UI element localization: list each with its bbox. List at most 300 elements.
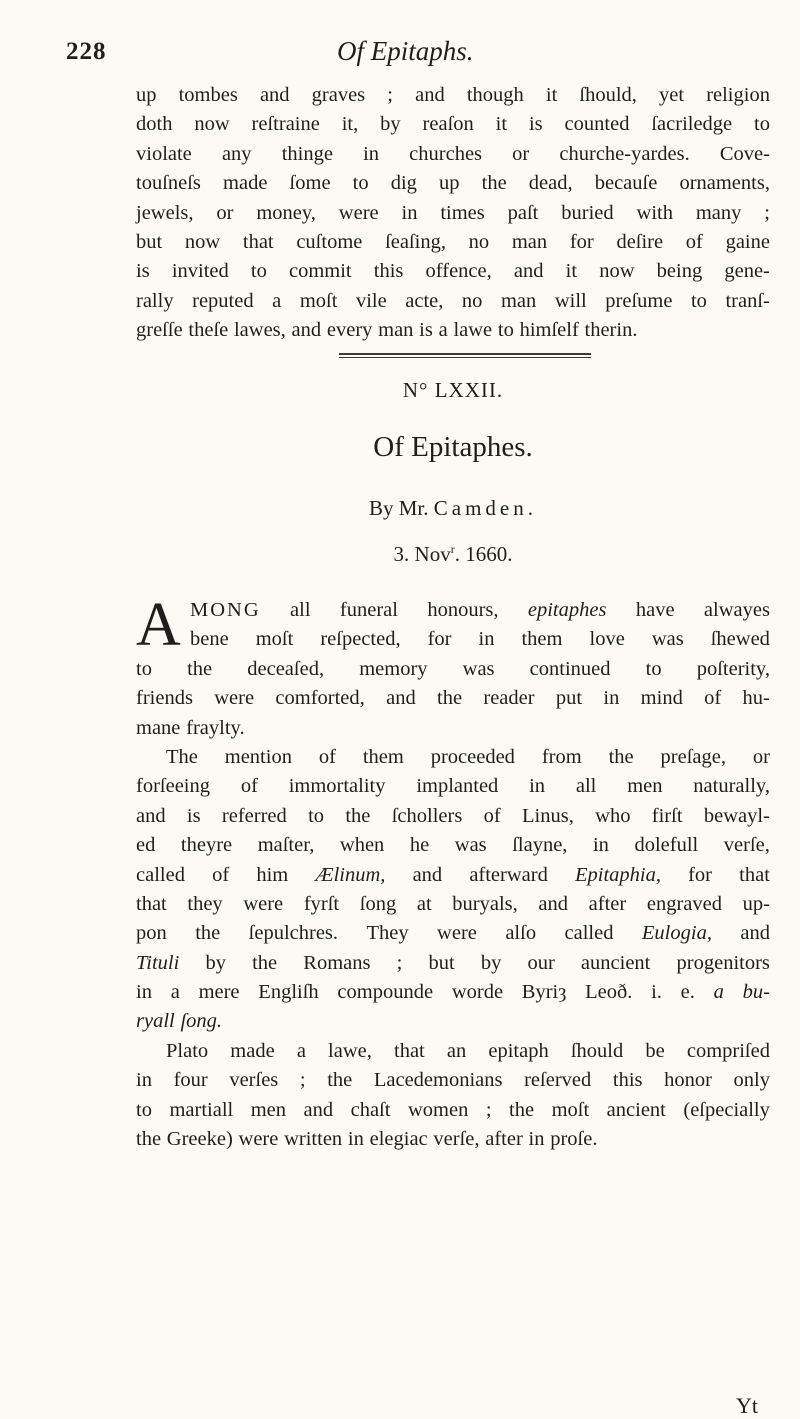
word: times	[440, 201, 485, 224]
word: ſacriledge	[651, 113, 733, 136]
word: called	[136, 863, 185, 886]
word: the	[509, 1098, 535, 1121]
byline-prefix: By Mr.	[369, 496, 429, 520]
word: in	[136, 1069, 152, 1092]
word: after	[485, 1128, 523, 1151]
word: from	[541, 745, 582, 768]
word: a	[170, 981, 180, 1004]
word: or	[752, 745, 770, 768]
word: Epitaphia,	[574, 863, 661, 886]
word: the	[252, 951, 278, 974]
word: reſpected,	[320, 628, 401, 651]
word: that	[394, 1039, 425, 1062]
word: women	[407, 1098, 469, 1121]
word: Leoð.	[585, 981, 633, 1004]
word: of	[685, 230, 703, 253]
word: afterward	[469, 863, 548, 886]
word: commit	[289, 260, 352, 283]
word: Linus,	[522, 804, 574, 827]
word: mind	[640, 687, 683, 710]
word: tombes	[178, 84, 238, 106]
word: is	[186, 804, 201, 827]
word: by	[480, 951, 502, 974]
word: the	[136, 1128, 162, 1151]
word: churche-yardes.	[559, 142, 690, 165]
word: bu-	[742, 981, 770, 1004]
text-line	[136, 625, 770, 654]
word: called	[564, 922, 614, 945]
word: deſire	[616, 230, 664, 253]
word: in	[603, 687, 620, 710]
word: e.	[680, 981, 695, 1004]
word: cuſtome	[296, 230, 363, 253]
word: religion	[706, 84, 770, 106]
word: were	[437, 922, 477, 945]
page-number: 228	[66, 38, 107, 65]
section-divider-thin	[339, 357, 591, 358]
word: to	[136, 657, 152, 680]
word: jewels,	[136, 201, 194, 224]
text-line	[136, 949, 770, 978]
word: to	[690, 289, 707, 312]
word: and	[136, 804, 166, 827]
word: gene-	[724, 260, 770, 283]
word: ſhewed	[710, 628, 770, 651]
text-line	[136, 81, 770, 110]
word: them	[521, 628, 563, 651]
word: for	[569, 230, 594, 253]
word: alwayes	[703, 599, 770, 621]
word: at	[416, 892, 432, 915]
word: but	[136, 230, 163, 253]
word: of	[704, 687, 722, 710]
word: auncient	[580, 951, 651, 974]
word: a	[296, 1039, 306, 1062]
word: money,	[256, 201, 316, 224]
word: men	[250, 1098, 287, 1121]
word: ſhould	[570, 1039, 624, 1062]
word: in	[478, 628, 495, 651]
word: in	[529, 775, 546, 798]
word: but	[428, 951, 455, 974]
word: Byriȝ	[521, 981, 567, 1004]
word: were	[214, 687, 255, 710]
word: and	[740, 922, 770, 945]
word: Greeke)	[166, 1128, 233, 1151]
word: elegiac	[369, 1128, 428, 1151]
word: the	[327, 1069, 353, 1092]
word: to	[497, 319, 514, 342]
word: made	[230, 1039, 275, 1062]
word: man	[378, 319, 414, 342]
word: therin.	[584, 319, 638, 342]
word: by	[205, 951, 226, 974]
word: to	[250, 260, 267, 283]
section-number: N° LXXII.	[402, 378, 504, 402]
text-line	[136, 890, 770, 919]
text-line	[136, 831, 770, 860]
word: it,	[341, 113, 359, 136]
word: mane	[136, 716, 181, 739]
word: was	[462, 657, 495, 680]
word: dig	[390, 172, 417, 195]
text-line	[136, 140, 770, 169]
word: ;	[387, 84, 393, 106]
word: touſneſs	[136, 172, 201, 195]
text-line	[136, 684, 770, 713]
word: poſterity,	[696, 657, 770, 680]
word: in	[136, 981, 152, 1004]
word: in	[528, 1128, 545, 1151]
word: many	[695, 201, 742, 224]
word: firſt	[651, 804, 683, 827]
text-line	[136, 199, 770, 228]
word: ſhould,	[579, 84, 637, 106]
word: proſe.	[550, 1128, 598, 1151]
word: reſerved	[524, 1069, 592, 1092]
word: to	[136, 1098, 152, 1121]
word: moſt	[551, 1098, 590, 1121]
word: to	[308, 804, 325, 827]
word: (eſpecially	[683, 1098, 770, 1121]
word: invited	[171, 260, 229, 283]
word: offence,	[425, 260, 492, 283]
word: now	[184, 230, 221, 253]
word: is	[419, 319, 433, 342]
word: dead,	[528, 172, 573, 195]
word: pon	[136, 922, 167, 945]
word: churches	[409, 142, 483, 165]
word: and	[538, 892, 569, 915]
word: verſe,	[723, 834, 770, 857]
word: the	[608, 745, 634, 768]
word: up	[136, 84, 157, 106]
word: love	[589, 628, 625, 651]
word: were	[243, 892, 284, 915]
word: memory	[359, 657, 428, 680]
word: epitaph	[488, 1039, 549, 1062]
text-line	[136, 655, 770, 684]
word: only	[733, 1069, 770, 1092]
word: of	[240, 775, 258, 798]
text-line	[136, 316, 770, 345]
word: were	[338, 201, 379, 224]
text-line	[136, 919, 770, 948]
word: that	[242, 230, 274, 253]
text-line	[136, 1037, 770, 1066]
word: man	[500, 289, 537, 312]
word: worde	[451, 981, 504, 1004]
text-line	[136, 743, 770, 772]
word: verſe,	[433, 1128, 480, 1151]
word: was	[454, 834, 487, 857]
word: who	[595, 804, 631, 827]
word: rally	[136, 289, 174, 312]
word: this	[373, 260, 404, 283]
paragraph-continued	[136, 81, 770, 346]
word: Ælinum,	[315, 863, 386, 886]
word: reaſon	[422, 113, 474, 136]
word: preſume	[605, 289, 673, 312]
word: and	[303, 1098, 334, 1121]
word: proceeded	[430, 745, 515, 768]
word: he	[409, 834, 430, 857]
text-line	[136, 596, 770, 625]
word: Tituli	[136, 951, 180, 974]
word: up-	[742, 892, 770, 915]
word: alſo	[505, 922, 537, 945]
word: is	[528, 113, 543, 136]
word: when	[339, 834, 385, 857]
word: ;	[485, 1098, 492, 1121]
text-line	[136, 169, 770, 198]
word: to	[352, 172, 369, 195]
word: the	[481, 172, 507, 195]
word: all	[290, 599, 311, 621]
word: ſong	[359, 892, 397, 915]
word: theſe	[188, 319, 229, 342]
word: preſage,	[660, 745, 726, 768]
word: bewayl-	[703, 804, 770, 827]
word: Cove-	[719, 142, 770, 165]
word: Lacedemonians	[373, 1069, 503, 1092]
word: moſt	[299, 289, 338, 312]
word: and	[412, 863, 443, 886]
word: verſes	[229, 1069, 279, 1092]
text-line	[136, 257, 770, 286]
author-name: Camden.	[433, 496, 537, 520]
word: after	[588, 892, 627, 915]
word: it	[495, 113, 508, 136]
word: fraylty.	[186, 716, 245, 739]
word: them	[362, 745, 404, 768]
word: in	[363, 142, 380, 165]
word: continued	[529, 657, 611, 680]
text-line	[136, 1096, 770, 1125]
word: graves	[311, 84, 366, 106]
word: the	[187, 657, 213, 680]
word: compounde	[337, 981, 434, 1004]
word: the	[195, 922, 221, 945]
word: epitaphes	[527, 599, 607, 621]
word: now	[599, 260, 635, 283]
word: i.	[651, 981, 662, 1004]
word: lawe,	[328, 1039, 372, 1062]
word: lawe	[453, 319, 493, 342]
word: buried	[561, 201, 614, 224]
word: theyre	[180, 834, 233, 857]
word: mention	[224, 745, 292, 768]
word: man	[511, 230, 548, 253]
text-line	[136, 1125, 770, 1154]
word: men	[627, 775, 663, 798]
date-superscript: r	[450, 542, 455, 556]
word: put	[555, 687, 583, 710]
word: comforted,	[275, 687, 365, 710]
word: and	[513, 260, 544, 283]
word: any	[221, 142, 252, 165]
word: Engliſh	[258, 981, 319, 1004]
text-line	[136, 110, 770, 139]
word: thinge	[281, 142, 333, 165]
word: Romans	[303, 951, 371, 974]
section-title: Of Epitaphes.	[373, 431, 533, 463]
word: martiall	[169, 1098, 234, 1121]
word: ryall	[136, 1010, 175, 1033]
word: ;	[764, 201, 770, 224]
word: tranſ-	[725, 289, 770, 312]
word: friends	[136, 687, 193, 710]
word: in	[347, 1128, 364, 1151]
word: of	[483, 804, 501, 827]
word: forſeeing	[136, 775, 210, 798]
word: four	[173, 1069, 208, 1092]
word: being	[656, 260, 703, 283]
text-line	[136, 772, 770, 801]
word: no	[468, 230, 490, 253]
word: buryals,	[452, 892, 518, 915]
text-line	[136, 802, 770, 831]
word: the	[345, 804, 371, 827]
word: ſeaſing,	[385, 230, 446, 253]
word: reſtraine	[251, 113, 320, 136]
word: have	[635, 599, 675, 621]
word: for	[427, 628, 452, 651]
word: our	[527, 951, 555, 974]
word: up	[439, 172, 460, 195]
word: ancient	[606, 1098, 666, 1121]
word: for	[688, 863, 713, 886]
word: referred	[221, 804, 287, 827]
section-date	[136, 542, 770, 567]
word: funeral	[339, 599, 398, 621]
word: himſelf	[519, 319, 579, 342]
word: honor	[664, 1069, 712, 1092]
word: greſſe	[136, 319, 183, 342]
small-caps-word: MONG	[190, 599, 261, 621]
running-title: Of Epitaphs.	[337, 36, 474, 66]
word: maſter,	[257, 834, 315, 857]
word: naturally,	[693, 775, 770, 798]
word: to	[754, 113, 770, 136]
word: and	[415, 84, 445, 106]
word: chaſt	[350, 1098, 391, 1121]
word: were	[238, 1128, 279, 1151]
section-divider-thick	[339, 353, 591, 355]
word: acte,	[405, 289, 444, 312]
text-line	[136, 1066, 770, 1095]
word: is	[136, 260, 150, 283]
word: Plato	[166, 1039, 209, 1062]
date-main: 3. Nov	[393, 542, 451, 566]
text-line	[136, 861, 770, 890]
word: every	[326, 319, 373, 342]
word: gaine	[725, 230, 770, 253]
word: engraved	[646, 892, 722, 915]
word: or	[216, 201, 234, 224]
word: though	[466, 84, 524, 106]
word: written	[284, 1128, 343, 1151]
word: paſt	[507, 201, 539, 224]
word: yet	[659, 84, 685, 106]
word: moſt	[255, 628, 294, 651]
word: be	[645, 1039, 665, 1062]
word: They	[366, 922, 409, 945]
paragraph-among	[136, 591, 770, 1154]
word: and	[259, 84, 290, 106]
word: this	[612, 1069, 643, 1092]
word: ſome	[289, 172, 331, 195]
word: compriſed	[686, 1039, 770, 1062]
date-year: . 1660.	[454, 542, 513, 566]
word: that	[136, 892, 167, 915]
word: or	[512, 142, 530, 165]
word: ſlayne,	[512, 834, 568, 857]
word: it	[545, 84, 558, 106]
word: in	[592, 834, 609, 857]
word: and	[291, 319, 322, 342]
word: no	[461, 289, 483, 312]
drop-cap: A	[136, 591, 181, 659]
word: becauſe	[594, 172, 658, 195]
text-line	[136, 287, 770, 316]
word: by	[380, 113, 401, 136]
catchword: Yt	[736, 1393, 758, 1418]
word: ſepulchres.	[248, 922, 339, 945]
word: of	[212, 863, 230, 886]
word: hu-	[742, 687, 770, 710]
word: reader	[483, 687, 535, 710]
word: now	[194, 113, 230, 136]
word: violate	[136, 142, 192, 165]
text-line	[136, 714, 770, 743]
word: honours,	[427, 599, 499, 621]
word: and	[386, 687, 416, 710]
word: The	[166, 745, 198, 768]
word: him	[256, 863, 289, 886]
text-line	[136, 1007, 770, 1036]
word: with	[636, 201, 673, 224]
word: ſchollers	[391, 804, 463, 827]
word: a	[272, 289, 282, 312]
text-line	[136, 978, 770, 1007]
word: ed	[136, 834, 156, 857]
word: dolefull	[634, 834, 699, 857]
word: a	[713, 981, 724, 1004]
word: the	[437, 687, 463, 710]
word: ;	[299, 1069, 306, 1092]
word: lawes,	[233, 319, 286, 342]
word: an	[446, 1039, 467, 1062]
word: a	[438, 319, 448, 342]
word: of	[318, 745, 336, 768]
word: reputed	[192, 289, 254, 312]
word: progenitors	[676, 951, 770, 974]
author-byline	[136, 496, 770, 521]
word: implanted	[416, 775, 499, 798]
word: will	[554, 289, 587, 312]
word: ſong.	[180, 1010, 223, 1033]
word: to	[645, 657, 662, 680]
word: deceaſed,	[247, 657, 325, 680]
word: bene	[190, 628, 229, 651]
word: doth	[136, 113, 173, 136]
word: that	[739, 863, 770, 886]
word: counted	[564, 113, 630, 136]
word: in	[401, 201, 418, 224]
word: they	[187, 892, 223, 915]
word: vile	[355, 289, 387, 312]
